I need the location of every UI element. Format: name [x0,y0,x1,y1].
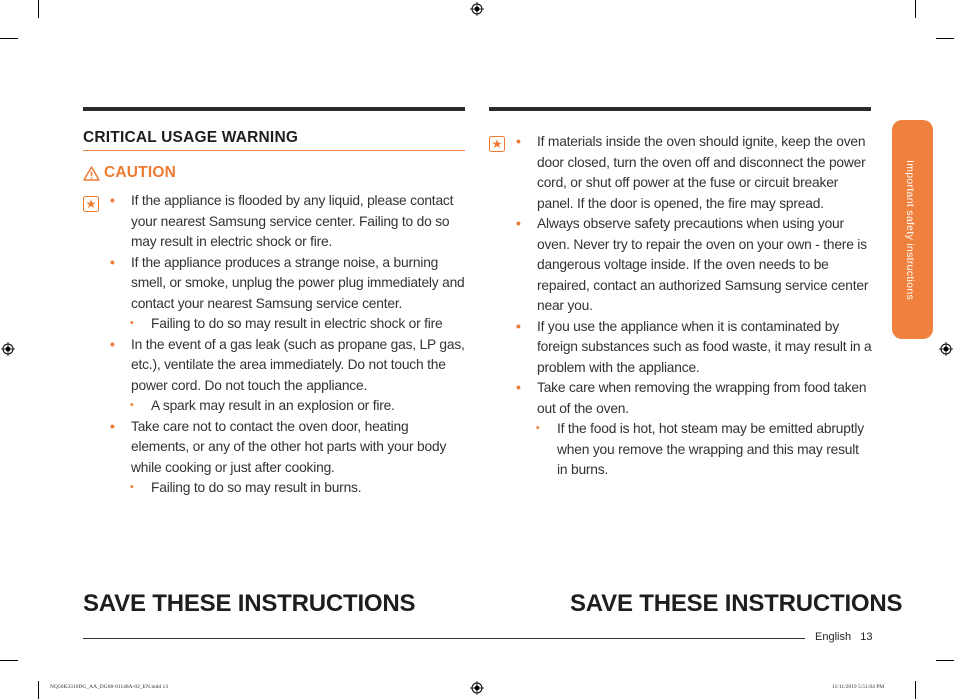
crop-mark [936,38,954,39]
left-column-top-rule [83,107,465,111]
sub-list-item [516,419,872,481]
bullet-icon: • [536,423,540,434]
bullet-icon: • [110,418,115,434]
warning-triangle-icon [83,166,100,181]
list-item-text: If the food is hot, hot steam may be emitted abruptly when you remove the wrapping and this may result in burns. [557,421,864,477]
list-item-text: A spark may result in an explosion or fire. [151,398,395,413]
list-item-text: In the event of a gas leak (such as propane gas, LP gas, etc.), ventilate the area immediately. Do not touch the power cord. Do not touch the appliance. [131,336,465,393]
bullet-icon: • [130,400,134,411]
crop-mark [915,681,916,699]
caution-heading [83,164,176,182]
page-number: 13 [860,631,873,643]
bullet-icon: • [110,193,115,208]
list-item [110,253,466,315]
bullet-icon: • [516,318,521,334]
list-item-text: Take care not to contact the oven door, heating elements, or any of the other hot parts with your body while cooking or just after cooking. [131,418,447,475]
list-item [516,317,872,379]
list-item-text: Take care when removing the wrapping from food taken out of the oven. [537,380,867,416]
list-item-text: If the appliance is flooded by any liquid, please contact your nearest Samsung service center. Failing to do so may result in electric shock or fire. [131,193,454,249]
registration-mark-icon [1,342,15,356]
side-tab-label: Important safety instructions [904,160,916,301]
registration-mark-icon [470,2,484,16]
footer-rule [83,638,805,639]
list-item-text: If materials inside the oven should ignite, keep the oven door closed, turn the oven off and disconnect the power cord, or shut off power at the fuse or circuit breaker panel. If the door is opened, the fire may spread. [537,134,866,211]
crop-mark [915,0,916,18]
right-column-top-rule [489,107,871,111]
bullet-icon: • [516,380,521,395]
save-instructions-right: SAVE THESE INSTRUCTIONS [570,590,903,617]
bullet-icon: • [516,216,521,231]
list-item-text: Failing to do so may result in burns. [151,480,362,495]
list-item [110,335,466,397]
right-warning-list [516,132,872,481]
footer-language: English [815,631,852,643]
registration-mark-icon [939,342,953,356]
list-item-text: If the appliance produces a strange noise, a burning smell, or smoke, unplug the power plug immediately and contact your nearest Samsung service center. [131,254,465,311]
list-item-text: Always observe safety precautions when using your oven. Never try to repair the oven on your own - there is dangerous voltage inside. If the oven needs to be repaired, contact an authorized Samsung service center near you. [537,216,869,313]
list-item [516,132,872,214]
sub-list-item [110,314,466,335]
bullet-icon: • [516,134,521,149]
side-tab[interactable] [892,120,933,339]
star-box-icon [83,196,99,212]
imprint-file: NQ50K3310DG_AA_DG68-01148A-02_EN.indd 13 [50,684,169,690]
sub-list-item [110,478,466,499]
registration-mark-icon [470,681,484,695]
list-item-text: Failing to do so may result in electric shock or fire [151,316,443,331]
list-item [110,191,466,253]
bullet-icon: • [110,254,115,270]
bullet-icon: • [130,318,134,329]
list-item [516,378,872,419]
bullet-icon: • [110,336,115,352]
left-warning-list [110,191,466,499]
crop-mark [0,38,18,39]
crop-mark [936,660,954,661]
star-box-icon [489,136,505,152]
list-item [110,417,466,479]
footer [815,631,873,643]
sub-list-item [110,396,466,417]
crop-mark [0,660,18,661]
section-title: CRITICAL USAGE WARNING [83,129,465,151]
list-item-text: If you use the appliance when it is contaminated by foreign substances such as food waste, it may result in a problem with the appliance. [537,318,872,375]
crop-mark [38,0,39,18]
crop-mark [38,681,39,699]
bullet-icon: • [130,482,134,493]
save-instructions-left: SAVE THESE INSTRUCTIONS [83,590,416,617]
list-item [516,214,872,317]
imprint-date: 11/11/2019 5:51:04 PM [832,684,885,690]
caution-label: CAUTION [104,164,177,181]
